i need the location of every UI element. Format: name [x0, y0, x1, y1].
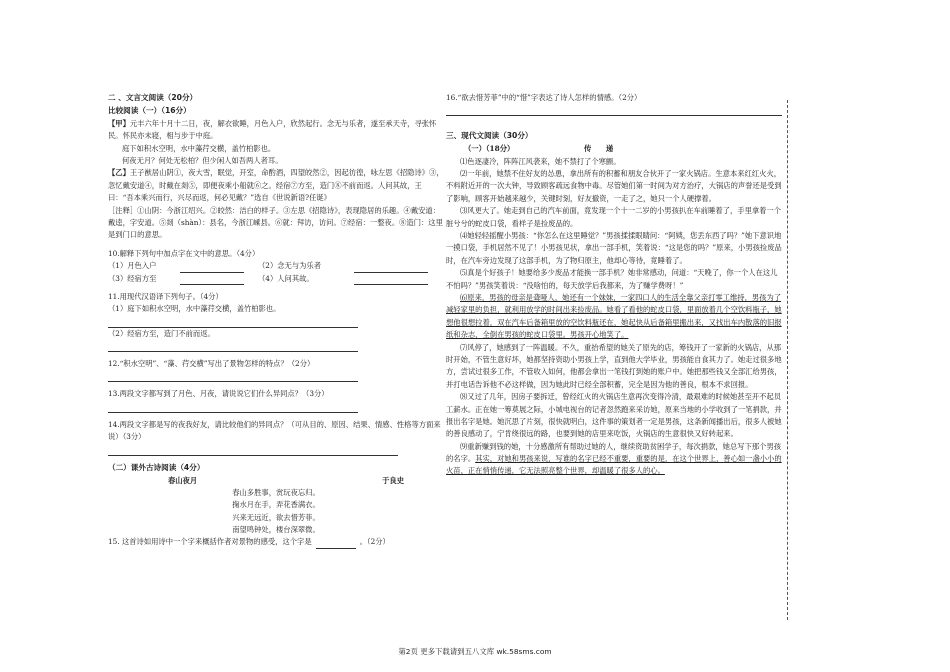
question-14: 14.两段文字都是写的夜我好友，请比较他们的异同点？（可从目的、原因、结果、情感、性格等方面来说）（3分） [108, 419, 441, 442]
story-heading-row [446, 143, 784, 155]
poem-author: 于良史 [382, 475, 404, 485]
q10-blank-2[interactable] [354, 264, 428, 273]
q11-answer-2[interactable] [108, 340, 358, 352]
story-para-5: ⑸真是个好孩子！她要给多少废品才能换一部手机？她非常感动，问道：“天晚了，你一个人在这儿不怕吗？”男孩笑着说：“没啥怕的，每天放学后我都来，为了赚学费呀！” [446, 268, 778, 290]
story-para-4: ⑷她轻轻摇醒小男孩：“你怎么在这里睡觉？”男孩揉揉眼睛问：“阿姨，您丢东西了吗？”她下意识地一摸口袋，手机居然不见了！小男孩见状，拿出一部手机，笑着说：“这是您的吗？”原来，小男孩捡废品时，在汽车旁边发现了这部手机，为了物归原主，他却心等待，竟睡着了。 [446, 231, 782, 265]
q10-blank-3[interactable] [180, 276, 244, 285]
jia-para-2: 庭下如积水空明，水中藻荇交横，盖竹柏影也。 [122, 143, 276, 153]
yi-para-1: 王子猷居山阴①，夜大雪，眠觉，开室，命酌酒，四望皎然②，因起彷徨，咏左思《招隐诗》③，忽忆戴安道④，时戴在剡⑤，即便夜乘小船就⑥之。经宿⑦方至，造门⑧不前而返。人问其故，王曰：“吾本乘兴而行，兴尽而返，何必见戴？”选自《世说新语?任诞》 [108, 168, 444, 203]
left-column [108, 92, 444, 549]
q15-blank[interactable] [316, 540, 356, 549]
section-3-heading: 三、现代文阅读（30分） [446, 131, 533, 141]
poem-line: 兴来无远近，欲去惜芳菲。 [232, 512, 320, 522]
jia-para-3: 何夜无月？何处无松柏？但少闲人如吾两人者耳。 [122, 155, 283, 165]
question-16: 16.“欲去惜芳菲”中的“惜”字表达了诗人怎样的情感。（2分） [446, 93, 642, 102]
question-13: 13.两段文字都写到了月色、月夜，请说说它们什么异同点？（3分） [108, 389, 329, 399]
q13-answer[interactable] [108, 401, 358, 413]
q11-item-2: （2）经宿方至，造门不前而返。 [108, 328, 215, 338]
q10-blank-4[interactable] [354, 276, 428, 285]
q10-item-4: （4）人问其故。 [258, 273, 314, 283]
poem-title: 春山夜月 [168, 475, 198, 485]
question-10: 10.解释下列句中加点字在文中的意思。（4分） [108, 248, 260, 258]
q14-answer[interactable] [108, 444, 398, 456]
story-para-6: ⑹原来，男孩的母亲是聋哑人，她还有一个妹妹，一家四口人的生活全靠父亲打零工维持，男孩为了减轻家里的负担，就利用放学的时间出来捡废品。她看了看他的蛇皮口袋，里面放着几个空饮料瓶子，她想他很想拉着，双在汽车后备箱里放的空饮料瓶还在，她起快从后备箱里搬出来，又找出车内散落的旧报纸和杂志，全倒在男孩的蛇皮口袋里。男孩开心地笑了。 [446, 292, 782, 340]
question-12: 12.“积水空明”、“藻、荇交横”写出了景物怎样的特点？（2分） [108, 359, 315, 369]
story-para-1: ⑴色逐凄冷，阵阵江风袭来，她不禁打了个寒颤。 [460, 156, 621, 166]
q15-score: 。（2分） [359, 537, 390, 547]
label-yi: 【乙】 [108, 168, 130, 178]
q10-row-2 [108, 273, 444, 285]
poem-line: 春山多胜事，赏玩夜忘归。 [232, 487, 320, 497]
q16-answer[interactable] [446, 104, 782, 116]
story-para-9 [446, 441, 784, 478]
passage-jia [108, 118, 444, 143]
story-para-3: ⑶风更大了。她走到自己的汽车前面，竟发现一个十一二岁的小男孩扒在车前睡着了，手里拿着一个脏兮兮的蛇皮口袋，看样子是捡废品的。 [446, 206, 782, 228]
q10-row-1 [108, 260, 444, 272]
q10-item-2: （2）念无与为乐者 [258, 261, 322, 271]
story-title: 传 递 [584, 144, 614, 154]
question-11: 11.用现代汉语译下列句子。（4分） [108, 291, 223, 301]
jia-para-1: 元丰六年十月十二日，夜，解衣欲睡，月色入户，欣然起行。念无与乐者，遂至承天寺，寻张怀民。怀民亦未寝，相与步于中庭。 [108, 118, 437, 141]
q11-answer-1[interactable] [108, 316, 358, 328]
section-2-heading: 二 、文言文阅读（20分） [108, 93, 198, 102]
q10-item-3: （3）经宿方至 [108, 273, 157, 283]
story-para-2: ⑵一年前，她禁不住好友的怂恿，拿出所有的积蓄和朋友合伙开了一家火锅店。生意本来红红火火，不料附近开的一次大钟，导致顾客疏远食物中毒。尽管她们第一时间为对方治疗，大锅店的声誉还是受到了影响，顾客开始越来越少，关键时刻，好友撤资，一走了之，她只一个人硬撑着。 [446, 169, 782, 203]
poem-title-row [108, 475, 444, 487]
poem-line: 南望鸣钟处，楼台深翠微。 [232, 525, 320, 535]
passage-yi [108, 167, 444, 204]
q10-blank-1[interactable] [180, 264, 244, 273]
story-part-label: （一）（18分） [464, 144, 515, 154]
poem-section-heading: （二）课外古诗阅读（4分） [108, 462, 205, 472]
label-jia: 【甲】 [108, 118, 130, 128]
q12-answer[interactable] [108, 370, 358, 382]
question-15 [108, 536, 444, 548]
q10-item-1: （1）月色入户 [108, 261, 157, 271]
story-para-7: ⑺风停了，她感到了一阵温暖。不久，重抬希望的她关了原先的店，筹钱开了一家新的火锅店，从那时开始，不管生意好坏，她都坚持资助小男孩上学，直到他大学毕业，男孩能自食其力了。她走过很多地方，尝试过很多工作，不管收入如何，他都会拿出一笔钱打到她的账户中。她把那些钱又全部汇给男孩，并打电话告诉他不必这样做，因为她此时已经全部积蓄，完全是因为他的善良，根本不求回报。 [446, 342, 782, 389]
binding-line [787, 100, 788, 620]
q11-item-1: （1）庭下如积水空明，水中藻荇交横，盖竹柏影也。 [108, 304, 281, 314]
poem-body [108, 487, 444, 537]
annotation: ［注释］①山阴：今浙江绍兴。②皎然：洁白的样子。③左思《招隐诗》，表现隐居的乐趣。④戴安道：戴逵，字安道。⑤剡（shàn）：县名，今浙江嵊县。⑥就：拜访，访问。⑦经宿：一整夜。⑧造门：这里是到门口的意思。 [108, 205, 443, 240]
para-9-underlined: 其实，对她和男孩来说，写谁的名字已经不重要，重要的是，在这个世界上， [475, 454, 724, 464]
para-9-wavy-underlined: 善心如一盏小小的火苗，正在悄悄传递，它无法照亮整个世界，却温暖了很多人的心。 [446, 454, 782, 476]
comparison-reading-title: 比较阅读（一）（16分） [108, 105, 191, 115]
story-para-8: ⑻又过了几年，因房子要拆迁，曾经红火的火锅店生意再次变得冷清，最艰难的时候她甚至开不起员工薪水。正在她一筹莫展之际，小城电视台的记者忽然跑来采访她，原来当地的小学收到了一笔捐款，并报出名字是她。她沉思了片刻，很快就明白，这件事的策划者一定是男孩，这条新闻播出后，很多人被她的善良感动了，宁肯绕很远的路，也要到她的店里来吃饭，火锅店的生意很快又好转起来。 [446, 392, 782, 439]
para-9-start: ⑼重新赚到钱的她，十分感激所有帮助过她的人，继续资助贫困学子，每次捐款，她总写下那个男孩的名字。 [446, 441, 782, 464]
right-column [446, 92, 784, 478]
page-footer: 第2页 更多下载请到五八文库 wk.58sms.com [398, 647, 552, 656]
q15-text: 15. 这首诗如用诗中一个字来概括作者对景物的感受，这个字是 [108, 537, 312, 547]
poem-line: 掬水月在手，弄花香满衣。 [232, 500, 320, 510]
